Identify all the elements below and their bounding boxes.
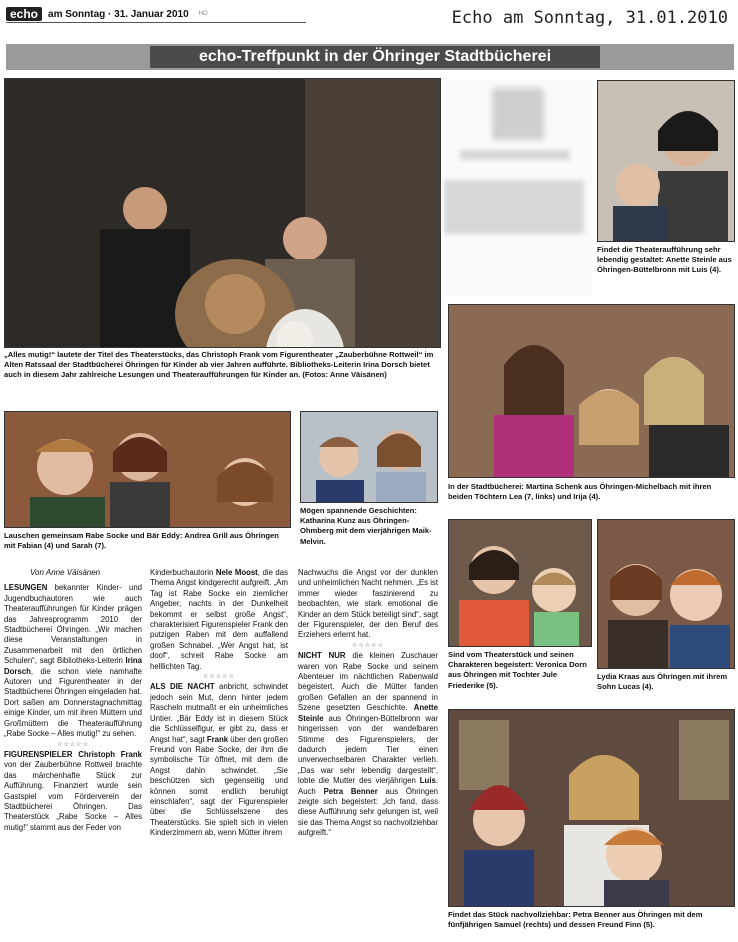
section-stars: ☆☆☆☆☆: [57, 741, 89, 748]
masthead: [6, 6, 208, 22]
photo-schenk: [448, 304, 735, 478]
caption-steinle-luis: Findet die Theateraufführung sehr lebendig gestaltet: Anette Steinle aus Öhringen-Büttelbronn mit Luis (4).: [597, 245, 732, 275]
blurred-ad-line: [460, 150, 570, 160]
lead-nacht: ALS DIE NACHT: [150, 682, 215, 692]
paragraph-nicht-nur: NICHT NUR die kleinen Zuschauer waren von Rabe Socke und seinem Abenteuer im nächtlichen Rabenwald begeistert. Auch die Mütter fanden großen Gefallen an der spannend in Szene gesetzten Geschichte. Anette Steinle aus Öhringen-Büttelbronn war hingerissen von der wandelbaren Stimme des Figurenspielers, der dadurch jedem Tier einen unverwechselbaren Charakter verlieh. „Das war sehr lebendig dargestellt“, lobte die Mutter des vierjährigen Luis. Auch Petra Benner aus Öhringen zeigte sich begeistert: „Ich fand, dass diese Aufführung sehr gelungen ist, weil sie das Thema Angst so nachvollziehbar aufgreift.“: [298, 651, 438, 838]
lead-lesungen: LESUNGEN: [4, 583, 48, 593]
main-photo: [4, 78, 441, 348]
photo-kraas: [597, 519, 735, 669]
photo-benner: [448, 709, 735, 907]
masthead-rule: [6, 22, 306, 23]
photo-schenk-image: [449, 305, 734, 477]
newspaper-logo: echo: [6, 7, 42, 21]
lead-figurenspieler: FIGURENSPIELER: [4, 749, 73, 759]
caption-kunz: Mögen spannende Geschichten: Katharina Kunz aus Öhringen-Ohmberg mit dem vierjährigen Maik-Melvin.: [300, 506, 432, 546]
byline: Von Anne Väisänen: [30, 568, 101, 577]
section-stars: ☆☆☆☆☆: [352, 642, 384, 649]
caption-benner: Findet das Stück nachvollziehbar: Petra Benner aus Öhringen mit dem fünfjährigen Samuel (rechts) und dessen Freund Finn (5).: [448, 910, 703, 930]
photo-steinle-luis: [597, 80, 735, 242]
paragraph-figurenspieler: FIGURENSPIELER Christoph Frank von der Zauberbühne Rottweil brachte das märchenhafte Stück zur Aufführung. Finanziert wurde sein Gastspiel vom Förderverein der Stadtbücherei Öhringen. Das Theaterstück „Rabe Socke – Alles mutig!“ stammt aus der Feder von: [4, 749, 142, 832]
photo-steinle-luis-image: [598, 81, 734, 241]
photo-dorn: [448, 519, 592, 647]
typed-date: Echo am Sonntag, 31.01.2010: [451, 8, 728, 28]
section-stars: ☆☆☆☆☆: [203, 674, 235, 681]
caption-grill: Lauschen gemeinsam Rabe Socke und Bär Eddy: Andrea Grill aus Öhringen mit Fabian (4) und Sarah (7).: [4, 531, 279, 551]
caption-schenk: In der Stadtbücherei: Martina Schenk aus Öhringen-Michelbach mit ihren beiden Töchtern Lea (7, links) und Irija (4).: [448, 482, 712, 502]
photo-kunz-image: [301, 412, 437, 502]
caption-kraas: Lydia Kraas aus Öhringen mit ihrem Sohn Lucas (4).: [597, 672, 728, 692]
article-column-3: [298, 568, 438, 839]
masthead-title: am Sonntag · 31. Januar 2010: [48, 8, 189, 20]
main-photo-image: [5, 79, 440, 347]
blurred-ad-line: [444, 180, 584, 234]
article-column-2: [150, 568, 288, 839]
article-column-1: [4, 568, 142, 833]
paragraph-lesungen: LESUNGEN bekannter Kinder- und Jugendbuchautoren wie auch Theateraufführungen für Kinder prägen das Jahresprogramm 2010 der Stadtbücherei Öhringen. „Wir machen diese Veranstaltungen in Zusammenarbeit mit den örtlichen Schulen“, sagt Bibliotheks-Leiterin Irina Dorsch, die schon viele namhafte Autoren und Figurentheater in der Stadtbücherei Öhringen eingeladen hat. Dort saßen am Donnerstagnachmittag einige Kinder, um mit ihren Müttern und Großmüttern die Theateraufführung „Rabe Socke – Alles mutig!“ zu sehen.: [4, 583, 142, 739]
paragraph-nacht: ALS DIE NACHT anbricht, schwindet jedoch sein Mut, denn hinter jedem Rascheln mutmaßt er ein unheimliches Untier. „Bär Eddy ist in diesem Stück die Schlüsselfigur, er gibt zu, dass er Angst hat“, sagt Frank über den großen Freund von Rabe Socke, der ihm die symbolische Tür öffnet, mit dem die Angst dahin schwindet. „Sie beschützen sich gegenseitig und können somit endlich beruhigt einschlafen“, sagt der Figurenspieler über die Schlüsselszene des Theaterstücks. Sie spielt sich in vielen Kinderzimmern ab, wenn Mütter ihrem: [150, 682, 288, 838]
photo-grill-image: [5, 412, 290, 527]
masthead-code: HO: [198, 11, 208, 17]
photo-dorn-image: [449, 520, 591, 646]
paragraph-moost: Kinderbuchautorin Nele Moost, die das Thema Angst kindgerecht aufgreift. „Am Tag ist Rabe Socke ein ziemlicher Angeber, nachts in der Dunkelheit bekommt er selbst große Angst“, charakterisiert Figurenspieler Frank den putzigen Raben mit dem auffallend großen Schnabel. „Wer Angst hat, ist doof“, schreit Rabe Socke am helllichten Tag.: [150, 568, 289, 671]
caption-main-photo: „Alles mutig!“ lautete der Titel des Theaterstücks, das Christoph Frank vom Figurentheater „Zauberbühne Rottweil“ im Alten Ratssaal der Stadtbücherei Öhringen für Kinder ab vier Jahren aufführte. Bibliotheks-Leiterin Irina Dorsch bietet auch in diesem Jahr zahlreiche Lesungen und Theateraufführungen für Kinder an. (Fotos: Anne Väisänen): [4, 350, 434, 380]
photo-kunz: [300, 411, 438, 503]
paragraph-nachwuchs: Nachwuchs die Angst vor der dunklen und unheimlichen Nacht nehmen. „Es ist immer wieder faszinierend zu beobachten, wie stark emotional die Kinder an dem Stück beteiligt sind“, sagt der Figurenspieler, der den Beruf des Erziehers erlernt hat.: [298, 568, 438, 640]
photo-benner-image: [449, 710, 734, 906]
photo-grill: [4, 411, 291, 528]
caption-dorn: Sind vom Theaterstück und seinen Charakteren begeistert: Veronica Dorn aus Öhringen mit Tochter Jule Friederike (5).: [448, 650, 587, 690]
blurred-logo-icon: [492, 88, 544, 140]
headline: echo-Treffpunkt in der Öhringer Stadtbücherei: [150, 46, 600, 68]
lead-nicht-nur: NICHT NUR: [298, 651, 346, 661]
photo-kraas-image: [598, 520, 734, 668]
